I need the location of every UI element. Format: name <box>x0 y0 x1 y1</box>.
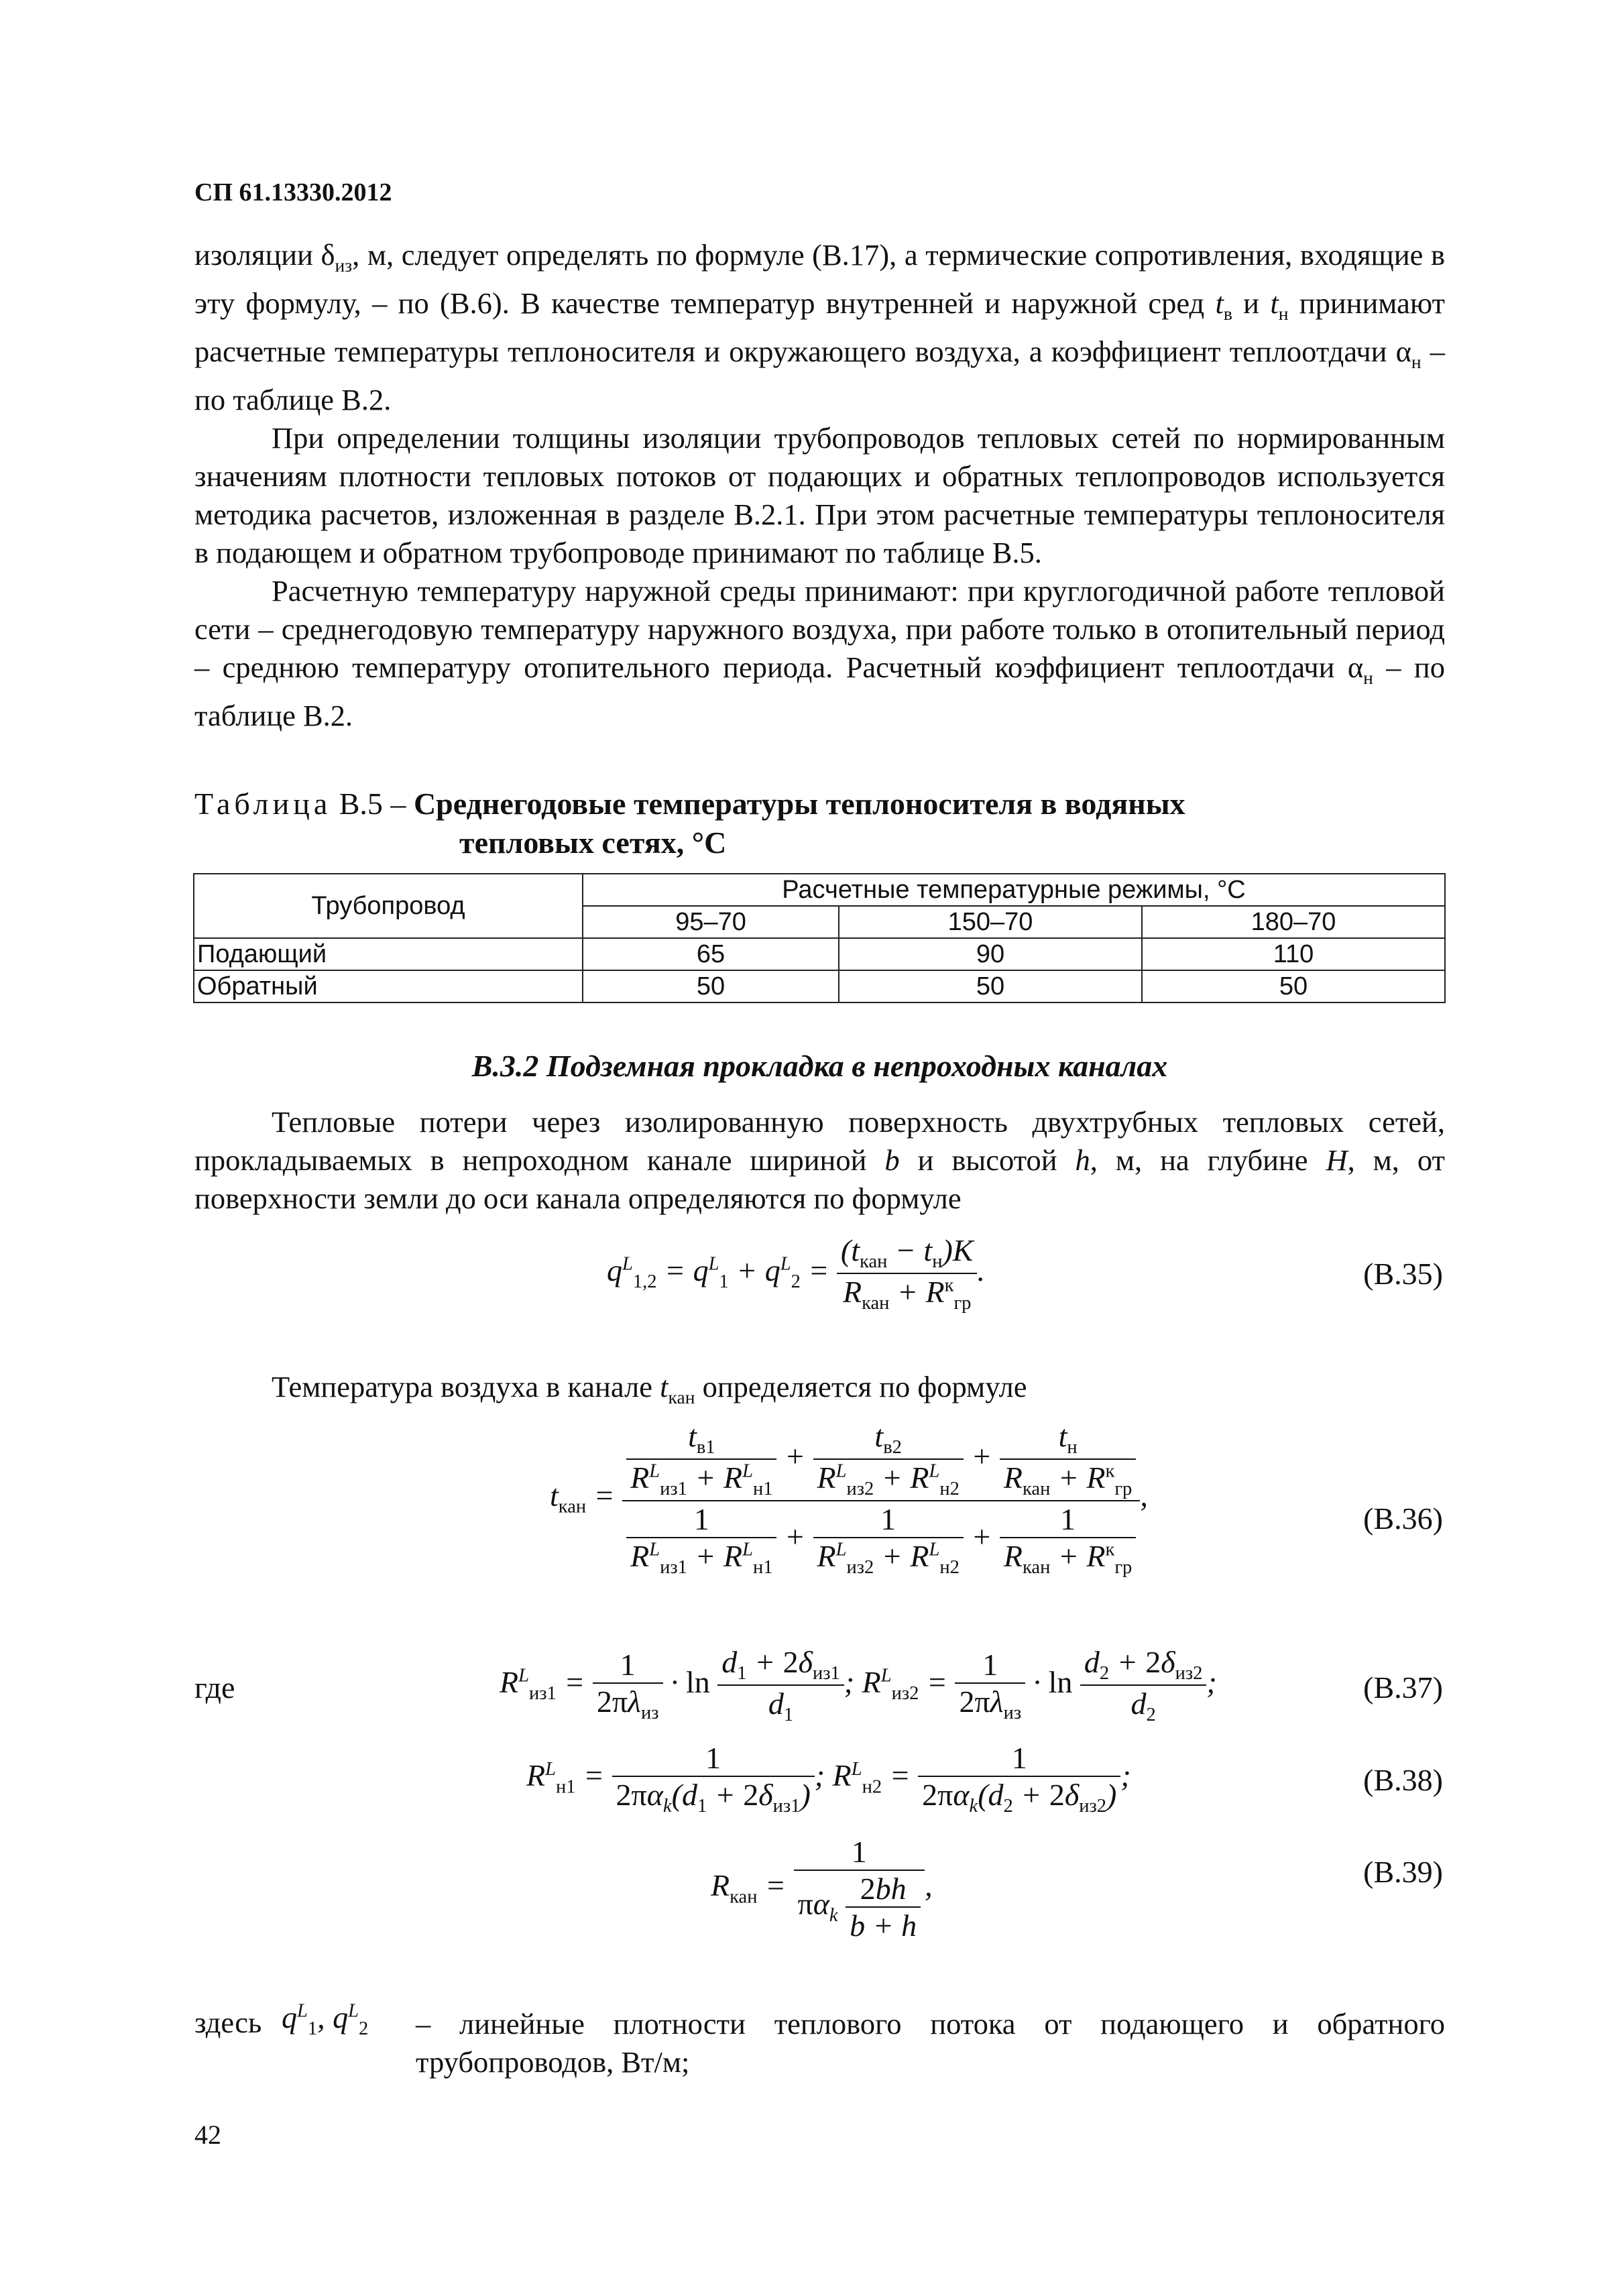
table-cell: 50 <box>839 970 1142 1002</box>
table-number: В.5 – <box>339 787 406 821</box>
table-cell: 110 <box>1142 938 1445 970</box>
here-definition-text: – линейные плотности теплового потока от подающего и обратного трубопроводов, Вт/м; <box>416 2007 1445 2079</box>
table-title-line1: Среднегодовые температуры теплоносителя в водяных <box>413 787 1185 821</box>
table-mode-3: 180–70 <box>1142 906 1445 938</box>
eq-number-b39: (В.39) <box>1363 1855 1443 1889</box>
table-cell: 50 <box>583 970 839 1002</box>
table-title-line2: тепловых сетях, °С <box>459 825 727 860</box>
formula-b39: $R_{кан}$ = 1 $\pi\alpha_k$ $\frac{2bh}{b + h}$ , <box>711 1835 933 1943</box>
table-mode-1: 95–70 <box>583 906 839 938</box>
table-row-name: Обратный <box>194 970 583 1002</box>
formula-b36: $t_{кан}$ = $\frac{t_{в1}}{R^L_{из1} + R^L_{н1}}$ + $\frac{t_{в2}}{R^L_{из2} + R^L_{н2}}$ + $\frac{t_н}{R_{кан} + R^к_{гр}}$ $\frac{1}{R^L_{из1} + R^L_{н1}}$ + $\frac{1}{R^L_{из2} + R^L_{н2}}$ + $\frac{1}{R_{кан} + R^к_{гр}}$ , <box>550 1419 1148 1578</box>
eq-number-b38: (В.38) <box>1363 1763 1443 1797</box>
here-label: здесь <box>194 2006 262 2039</box>
table-cell: 50 <box>1142 970 1445 1002</box>
eq-number-b37: (В.37) <box>1363 1670 1443 1705</box>
table-cell: 90 <box>839 938 1142 970</box>
table-header-modes: Расчетные температурные режимы, °С <box>583 874 1445 906</box>
paragraph-5: Температура воздуха в канале $t_{кан}$ определяется по формуле <box>272 1370 1027 1408</box>
body-text <box>194 236 1445 735</box>
table-cell: 65 <box>583 938 839 970</box>
here-symbols: $q^L_1$, $q^L_2$ <box>282 2000 369 2040</box>
table-label: Таблица <box>194 787 332 821</box>
body-text-2 <box>194 1103 1445 1218</box>
formula-b37: $R^L_{из1}$ = $\frac{1}{2\pi\lambda_{из}}$ · ln $\frac{d_1 + 2\delta_{из1}}{d_1}$ ; $R^L_{из2}$ = $\frac{1}{2\pi\lambda_{из}}$ · ln $\frac{d_2 + 2\delta_{из2}}{d_2}$ ; <box>500 1645 1217 1726</box>
table-caption <box>194 785 1185 862</box>
body-text-3 <box>194 1368 1445 1416</box>
paragraph-2: При определении толщины изоляции трубопроводов тепловых сетей по нормированным значениям плотности тепловых потоков от подающих и обратных теплопроводов используется методика расчетов, изложенная в разделе В.2.1. При этом расчетные температуры теплоносителя в подающем и обратном трубопроводе принимают по таблице В.5. <box>194 420 1445 569</box>
formula-b35: $q^L_{1,2} = q^L_1 + q^L_2$ = $\frac{(t_{кан} - t_н)K}{R_{кан} + R^к_{гр}}$ . <box>607 1233 985 1314</box>
page-number: 42 <box>194 2120 221 2150</box>
subsection-title: В.3.2 Подземная прокладка в непроходных каналах <box>471 1049 1168 1083</box>
here-definition <box>416 2005 1445 2081</box>
where-label: где <box>194 1670 235 1705</box>
table-row-name: Подающий <box>194 938 583 970</box>
table-row <box>194 938 1445 970</box>
temperature-table <box>193 873 1446 1003</box>
table-mode-2: 150–70 <box>839 906 1142 938</box>
paragraph-3: Расчетную температуру наружной среды принимают: при круглогодичной работе тепловой сети – среднегодовую температуру наружного воздуха, при работе только в отопительный период – среднюю температуру отопительного периода. Расчетный коэффициент теплоотдачи $\alpha_н$ – по таблице В.2. <box>194 573 1445 732</box>
table-header-pipeline: Трубопровод <box>194 874 583 938</box>
table-row <box>194 970 1445 1002</box>
document-header: СП 61.13330.2012 <box>194 178 392 207</box>
paragraph-4: Тепловые потери через изолированную поверхность двухтрубных тепловых сетей, прокладываемых в непроходном канале шириной b и высотой h, м, на глубине H, м, от поверхности земли до оси канала определяются по формуле <box>194 1105 1445 1215</box>
formula-b38: $R^L_{н1}$ = $\frac{1}{2\pi\alpha_k(d_1 + 2\delta_{из1})}$ ; $R^L_{н2}$ = $\frac{1}{2\pi\alpha_k(d_2 + 2\delta_{из2})}$ ; <box>526 1741 1131 1817</box>
paragraph-1: изоляции $\delta_{из}$, м, следует определять по формуле (В.17), а термические сопротивления, входящие в эту формулу, – по (В.6). В качестве температур внутренней и наружной сред $t_в$ и $t_н$ принимают расчетные температуры теплоносителя и окружающего воздуха, а коэффициент теплоотдачи $\alpha_н$ – по таблице В.2. <box>194 238 1446 416</box>
eq-number-b36: (В.36) <box>1363 1501 1443 1536</box>
eq-number-b35: (В.35) <box>1363 1257 1443 1291</box>
